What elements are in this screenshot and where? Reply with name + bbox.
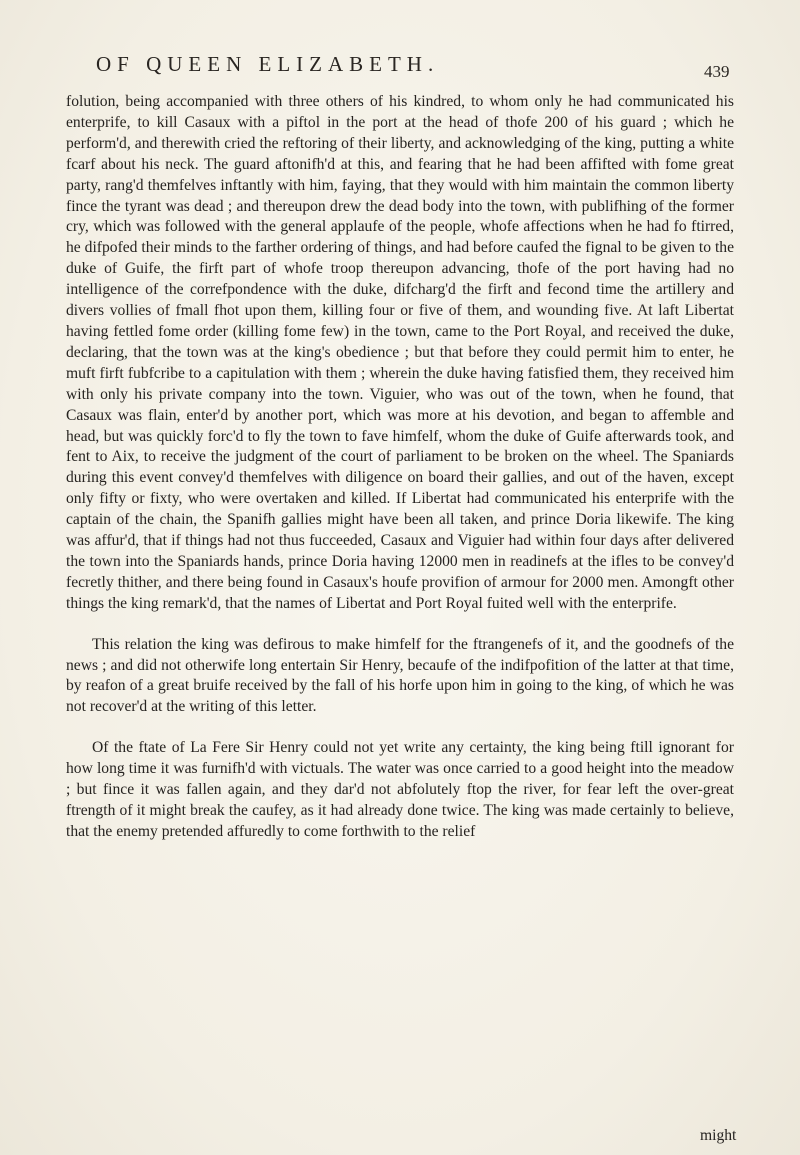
paragraph: folution, being accompanied with three others of his kindred, to whom only he had communicated his enterprife, to kill Casaux with a piftol in the port at the head of thofe 200 of his guard ; which he perform'd, and therewith cried the reftoring of their liberty, and acknowledging of the king, putting a white fcarf about his neck. The guard aftonifh'd at this, and fearing that he had been affifted with fome great party, rang'd themfelves inftantly with him, faying, that they would with him maintain the common liberty fince the tyrant was dead ; and thereupon drew the dead body into the town, with publifhing of the former cry, which was followed with the general applaufe of the people, whofe affections when he had fo ftirred, he difpofed their minds to the farther ordering of things, and had before caufed the fignal to be given to the duke of Guife, the firft part of whofe troop thereupon advancing, thofe of the port having had no intelligence of the correfpondence with the duke, difcharg'd the firft and fecond time the artillery and divers vollies of fmall fhot upon them, killing four or five of them, and wounding five. At laft Libertat having fettled fome order (killing fome few) in the town, came to the Port Royal, and received the duke, declaring, that the town was at the king's obedience ; but that before they could permit him to enter, he muft firft fubfcribe to a capitulation with them ; wherein the duke having fatisfied them, they received him with only his private company into the town. Viguier, who was out of the town, when he found, that Casaux was flain, enter'd by another port, which was more at his devotion, and began to affemble and head, but was quickly forc'd to fly the town to fave himfelf, whom the duke of Guife afterwards took, and fent to Aix, to receive the judgment of the court of parliament to be broken on the wheel. The Spaniards during this event convey'd themfelves with diligence on board their gallies, and out of the haven, except only fifty or fixty, who were overtaken and killed. If Libertat had communicated his enterprife with the captain of the chain, the Spanifh gallies might have been all taken, and prince Doria likewife. The king was affur'd, that if things had not thus fucceeded, Casaux and Viguier had within four days after delivered the town into the Spaniards hands, prince Doria having 12000 men in readinefs at the ifles to be convey'd fecretly thither, and there being found in Casaux's houfe provifion of armour for 2000 men. Amongft other things the king remark'd, that the names of Libertat and Port Royal fuited well with the enterprife.: [66, 93, 734, 612]
body-text: [66, 92, 734, 843]
catchword: might: [700, 1127, 737, 1144]
paragraph: Of the ftate of La Fere Sir Henry could not yet write any certainty, the king being ftill ignorant for how long time it was furnifh'd with victuals. The water was once carried to a good height into the meadow ; but fince it was fallen again, and they dar'd not abfolutely ftop the river, for fear left the over-great ftrength of it might break the caufey, as it had already done twice. The king was made certainly to believe, that the enemy pretended affuredly to come forthwith to the relief: [66, 739, 734, 840]
running-head: OF QUEEN ELIZABETH.: [96, 52, 440, 76]
page-number: 439: [704, 62, 730, 81]
paragraph: This relation the king was defirous to make himfelf for the ftrangenefs of it, and the goodnefs of the news ; and did not otherwife long entertain Sir Henry, becaufe of the indifpofition of the latter at that time, by reafon of a great bruife received by the fall of his horfe upon him in going to the king, of which he was not recover'd at the writing of this letter.: [66, 635, 734, 716]
